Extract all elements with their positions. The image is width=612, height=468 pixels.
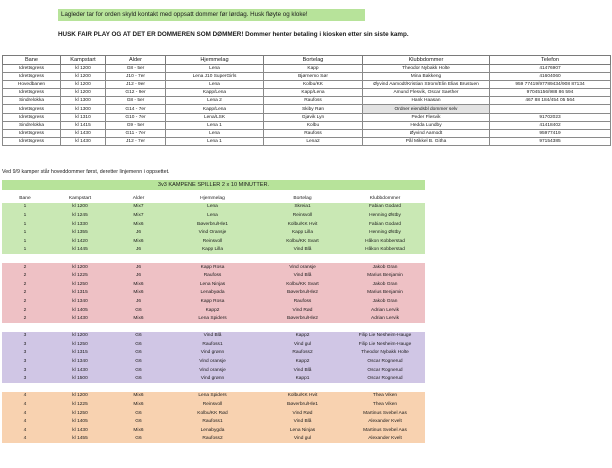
table-cell: Henning Østby (345, 228, 425, 237)
table-cell: Kolbu/KK Svart (260, 237, 345, 246)
table-cell: G10 - 7er (106, 113, 166, 121)
table-cell: Theodor Nybakk Holte (345, 349, 425, 358)
spacer-cell (165, 323, 260, 332)
column-header: Hjemmelag (200, 195, 225, 201)
table-cell (490, 105, 611, 113)
table-cell: J10 - 7er (106, 73, 166, 81)
table-cell: Vind oransje (165, 357, 260, 366)
table-cell: kl 1300 (61, 97, 106, 105)
table-cell: Raufoss1 (165, 417, 260, 426)
spacer-cell (260, 323, 345, 332)
table-row (3, 81, 611, 89)
table-cell: kl 1430 (48, 366, 112, 375)
table-cell: Kapp Lilla (260, 228, 345, 237)
table-row (2, 340, 425, 349)
table-cell: 3 (2, 357, 48, 366)
table-cell: Kapp (264, 65, 363, 73)
table-cell: Filip Lie Nesheim-Hauge (345, 340, 425, 349)
table-cell: G6 (112, 306, 165, 315)
table-cell: 3 (2, 349, 48, 358)
column-header: Bane (19, 195, 31, 201)
spacer-cell (2, 254, 48, 263)
table-cell: Bjørnemo Sør (264, 73, 363, 81)
table-cell: Lena (165, 211, 260, 220)
table-cell: 2 (2, 297, 48, 306)
table-row (2, 426, 425, 435)
table-cell: 1 (2, 246, 48, 255)
spacer-cell (112, 323, 165, 332)
spacer-cell (260, 383, 345, 392)
table-cell: Idrettsgress (3, 65, 61, 73)
table-cell: Raufoss (264, 97, 363, 105)
table-cell: Kapp/Lena (166, 89, 264, 97)
table-row (3, 89, 611, 97)
table-cell: Raufoss (260, 297, 345, 306)
table-cell: kl 1430 (48, 426, 112, 435)
table-cell: kl 1300 (61, 105, 106, 113)
spacer-cell (112, 383, 165, 392)
table-cell: G11 - 7er (106, 129, 166, 137)
table-cell: J6 (112, 271, 165, 280)
table-row (3, 121, 611, 129)
schedule-body (3, 65, 611, 146)
table-cell: Kolbu/KK Hvit (260, 392, 345, 401)
table-cell: Mix6 (112, 392, 165, 401)
table-cell: Reinsvoll (165, 400, 260, 409)
table-cell: Bøverbru/Hle2 (260, 314, 345, 323)
table-cell: Raufoss2 (260, 349, 345, 358)
table-cell: Raufoss2 (165, 435, 260, 444)
table-row (3, 105, 611, 113)
table-cell: 1 (2, 228, 48, 237)
table-cell: kl 1330 (48, 220, 112, 229)
table-row (2, 400, 425, 409)
table-cell: Lena/LSK (166, 113, 264, 121)
table-cell: 4 (2, 417, 48, 426)
table-cell: Filip Lie Nesheim-Hauge (345, 332, 425, 341)
table-cell: Skiby Røn (264, 105, 363, 113)
table-cell: kl 1355 (48, 228, 112, 237)
table-cell: kl 1200 (48, 392, 112, 401)
table-cell: Kapp Rosa (165, 297, 260, 306)
table-cell: Kolbu/KK Rød (165, 409, 260, 418)
table-cell: Lena (166, 129, 264, 137)
table-cell: 1 (2, 211, 48, 220)
table-cell: Pål Mikkel B. Githa (363, 137, 490, 145)
table-cell: J12 - 9er (106, 81, 166, 89)
table-cell: Øyvind Aamodt (363, 129, 490, 137)
table-cell: Jakob Gran (345, 297, 425, 306)
table-cell: 959 77419/97789434/908 87134 (490, 81, 611, 89)
table-cell: Bøverbru/Hle2 (260, 289, 345, 298)
table-cell: Lenabygda (165, 426, 260, 435)
notice-banner: Lagleder tar for orden skyld kontakt med oppsatt dommer før lørdag. Husk fløyte og kloke! (58, 9, 365, 21)
column-header: Kampstart (61, 56, 106, 65)
table-cell: G6 (112, 357, 165, 366)
table-cell: G6 (112, 435, 165, 444)
table-cell: kl 1405 (48, 306, 112, 315)
table-cell: Håkon Kobberstad (345, 237, 425, 246)
table-cell: J6 (112, 246, 165, 255)
table-cell: Reinsvoll (260, 211, 345, 220)
table-cell: Idrettsgress (3, 113, 61, 121)
table-cell: Idrettsgress (3, 129, 61, 137)
table-cell: 41476907 (490, 65, 611, 73)
table-cell: Lena (166, 81, 264, 89)
table-cell: Lena (166, 65, 264, 73)
table-row (2, 289, 425, 298)
table-cell: Fabian Godard (345, 203, 425, 212)
table-cell: 3 (2, 340, 48, 349)
table-cell: Vind grønn (165, 349, 260, 358)
table-cell: Vind oransje (165, 366, 260, 375)
referee-note: Ved 9/9 kamper står hoveddommer først, deretter linjemenn i oppsettet. (2, 169, 170, 175)
table-cell: kl 1340 (48, 297, 112, 306)
table-cell: Kapp1 (260, 374, 345, 383)
table-cell: 4 (2, 400, 48, 409)
table-cell: Mix6 (112, 314, 165, 323)
table-cell: 4 (2, 435, 48, 444)
table-cell: Reinsvoll (165, 237, 260, 246)
table-cell: 2 (2, 263, 48, 272)
table-cell: Gjøvik Lyn (264, 113, 363, 121)
spacer-cell (345, 383, 425, 392)
table-cell: 4 (2, 392, 48, 401)
table-cell: Fabian Godard (345, 220, 425, 229)
table-cell: Lena Ninjas (165, 280, 260, 289)
table-row (2, 211, 425, 220)
table-cell: Vind Oransje (165, 228, 260, 237)
table-cell: kl 1250 (48, 340, 112, 349)
three-v-three-banner: 3v3 KAMPENE SPILLER 2 x 10 MINUTTER. (2, 180, 425, 190)
table-cell: Raufoss (264, 129, 363, 137)
table-cell: Martinus Svebel Aas (345, 426, 425, 435)
column-header: Bortelag (264, 56, 363, 65)
table-row (2, 263, 425, 272)
table-cell: G6 (112, 374, 165, 383)
table-cell: J12 - 7er (106, 137, 166, 145)
table-cell: Kapp/Lena (166, 105, 264, 113)
table-cell: Kolbu/KK Svart (260, 280, 345, 289)
three-v-three-body (2, 203, 425, 444)
three-v-three-header-row (2, 194, 425, 203)
table-cell: Kapp2 (165, 306, 260, 315)
table-cell: J6 (112, 263, 165, 272)
table-cell: kl 1430 (61, 129, 106, 137)
table-cell: Henning Østby (345, 211, 425, 220)
table-row (2, 280, 425, 289)
column-header: Alder (132, 195, 145, 201)
table-cell: Vind gul (260, 435, 345, 444)
table-cell: Jakob Gran (345, 280, 425, 289)
table-row (3, 137, 611, 145)
table-cell: Alexander Kvelt (345, 417, 425, 426)
table-cell: Øyvind Aamodt/Kristian Strom/Elin Elias Brustuen (363, 81, 490, 89)
table-cell: Lena 1 (166, 121, 264, 129)
table-cell: Lena J10 SuperGirls (166, 73, 264, 81)
spacer-cell (112, 254, 165, 263)
table-cell: Mix6 (112, 400, 165, 409)
table-cell: Amund Flesvik, Oscar Saether (363, 89, 490, 97)
table-cell: Kolbu (264, 121, 363, 129)
table-cell: Vind Blå (260, 271, 345, 280)
table-cell: G6 (112, 340, 165, 349)
table-cell: 2 (2, 289, 48, 298)
table-row (2, 409, 425, 418)
table-cell: 97154385 (490, 137, 611, 145)
table-cell: Vind Blå (260, 246, 345, 255)
table-row (3, 129, 611, 137)
table-cell: Theodor Nybakk Holte (363, 65, 490, 73)
table-cell: 2 (2, 314, 48, 323)
column-header: Bane (3, 56, 61, 65)
group-spacer (2, 383, 425, 392)
table-cell: Kolbu/KK Hvit (260, 220, 345, 229)
table-row (2, 357, 425, 366)
table-cell: Vind Blå (165, 332, 260, 341)
table-cell: 91702023 (490, 113, 611, 121)
table-cell: Vind Rød (260, 306, 345, 315)
table-row (3, 97, 611, 105)
table-cell: Sindrelokka (3, 97, 61, 105)
table-row (2, 435, 425, 444)
table-row (2, 366, 425, 375)
table-cell: 3 (2, 366, 48, 375)
table-cell: kl 1340 (48, 357, 112, 366)
table-cell: kl 1415 (61, 121, 106, 129)
table-cell: kl 1225 (48, 400, 112, 409)
table-cell: Lena (165, 203, 260, 212)
table-cell: kl 1420 (48, 237, 112, 246)
table-cell: Lena 1 (166, 137, 264, 145)
table-cell: Mix7 (112, 203, 165, 212)
table-cell: kl 1200 (48, 332, 112, 341)
table-cell: Raufoss1 (165, 340, 260, 349)
table-cell: Kapp2 (260, 332, 345, 341)
table-row (2, 297, 425, 306)
table-row (2, 417, 425, 426)
table-cell: 1 (2, 237, 48, 246)
fair-play-headline: HUSK FAIR PLAY OG AT DET ER DOMMEREN SOM DØMMER! Dommer henter betaling i kiosken etter sin siste kamp. (58, 31, 409, 38)
table-cell: Vind gul (260, 340, 345, 349)
table-cell: kl 1225 (48, 271, 112, 280)
table-cell: Mix6 (112, 220, 165, 229)
table-cell: Bøverbru/Hle1 (260, 400, 345, 409)
table-row (2, 306, 425, 315)
table-cell: 2 (2, 280, 48, 289)
spacer-cell (48, 383, 112, 392)
spacer-cell (48, 254, 112, 263)
table-cell: G6 (112, 417, 165, 426)
table-cell: G8 - 5er (106, 65, 166, 73)
table-cell: Skreia1 (260, 203, 345, 212)
table-cell: Mix6 (112, 280, 165, 289)
table-cell: G14 - 7er (106, 105, 166, 113)
table-cell: G6 (112, 349, 165, 358)
table-cell: J6 (112, 297, 165, 306)
spacer-cell (165, 383, 260, 392)
table-cell: Thea Viken (345, 392, 425, 401)
table-row (2, 228, 425, 237)
table-cell: Mix7 (112, 211, 165, 220)
table-cell: Oscar Rognerud (345, 357, 425, 366)
table-row (3, 73, 611, 81)
table-cell: Hank Haasan (363, 97, 490, 105)
table-cell: Idrettsgress (3, 105, 61, 113)
three-v-three-table (2, 194, 425, 443)
table-cell: Lena Spiders (165, 392, 260, 401)
spacer-cell (345, 254, 425, 263)
table-cell: Oscar Rognerud (345, 374, 425, 383)
table-cell: kl 1250 (48, 409, 112, 418)
table-cell: 2 (2, 271, 48, 280)
column-header: Klubbdommer (363, 56, 490, 65)
table-cell: Mix6 (112, 289, 165, 298)
table-cell: G6 (112, 409, 165, 418)
table-cell: 1 (2, 220, 48, 229)
table-row (2, 374, 425, 383)
table-row (2, 349, 425, 358)
table-cell: Adrian Lervik (345, 314, 425, 323)
table-cell: kl 1455 (48, 435, 112, 444)
table-cell: kl 1245 (48, 211, 112, 220)
table-cell: kl 1430 (48, 314, 112, 323)
spacer-cell (260, 254, 345, 263)
table-cell: 3 (2, 374, 48, 383)
table-row (2, 237, 425, 246)
table-cell: kl 1200 (61, 81, 106, 89)
table-cell: kl 1200 (48, 203, 112, 212)
table-cell: Thea Viken (345, 400, 425, 409)
table-cell: Oscar Rognerud (345, 366, 425, 375)
table-cell: 41418402 (490, 121, 611, 129)
table-cell: Mina Bakkeng (363, 73, 490, 81)
table-cell: Vind Blå (260, 366, 345, 375)
table-cell: Lena2 (264, 137, 363, 145)
table-cell: kl 1310 (61, 113, 106, 121)
spacer-cell (48, 323, 112, 332)
table-cell: 4 (2, 426, 48, 435)
column-header: Klubbdommer (369, 195, 401, 201)
table-cell: Mix6 (112, 237, 165, 246)
table-cell: G8 - 5er (106, 97, 166, 105)
table-cell: kl 1200 (61, 89, 106, 97)
table-cell: kl 1200 (48, 263, 112, 272)
spacer-cell (2, 383, 48, 392)
table-cell: kl 1315 (48, 349, 112, 358)
table-cell: Martinus Svebel Aas (345, 409, 425, 418)
table-row (2, 314, 425, 323)
table-cell: Idrettsgress (3, 89, 61, 97)
schedule-header-row (3, 56, 611, 65)
table-cell: Peder Flesvik (363, 113, 490, 121)
table-cell: Jakob Gran (345, 263, 425, 272)
table-cell: kl 1430 (61, 137, 106, 145)
table-cell: kl 1200 (61, 65, 106, 73)
table-cell: Ordner eiendsbl dommer selv (363, 105, 490, 113)
table-cell: Kolbu/KK (264, 81, 363, 89)
table-cell: Vind oransje (260, 263, 345, 272)
table-cell: kl 1250 (48, 280, 112, 289)
table-cell: Marius Benjamin (345, 271, 425, 280)
table-row (2, 203, 425, 212)
column-header: Bortelag (293, 195, 312, 201)
group-spacer (2, 254, 425, 263)
table-cell: Håkon Kobberstad (345, 246, 425, 255)
table-cell: Sindrelokka (3, 121, 61, 129)
table-row (2, 220, 425, 229)
table-cell: Vind grønn (165, 374, 260, 383)
table-cell: kl 1500 (48, 374, 112, 383)
table-cell: 1 (2, 203, 48, 212)
table-cell: 4 (2, 409, 48, 418)
table-cell: G12 - 9er (106, 89, 166, 97)
table-cell: Bøverbru/Hle1 (165, 220, 260, 229)
table-cell: 95977419 (490, 129, 611, 137)
table-row (2, 246, 425, 255)
table-row (2, 271, 425, 280)
table-cell: 2 (2, 306, 48, 315)
column-header: Kampstart (68, 195, 92, 201)
spacer-cell (345, 323, 425, 332)
table-cell: Raufoss (165, 271, 260, 280)
table-cell: kl 1315 (48, 289, 112, 298)
table-cell: Idrettsgress (3, 73, 61, 81)
table-cell: G9 - 5er (106, 121, 166, 129)
table-cell: G6 (112, 332, 165, 341)
table-cell: Lenabyøda (165, 289, 260, 298)
table-cell: Vind Rød (260, 409, 345, 418)
group-spacer (2, 323, 425, 332)
table-cell: kl 1405 (48, 417, 112, 426)
table-cell: Adrian Lervik (345, 306, 425, 315)
column-header: Alder (106, 56, 166, 65)
spacer-cell (165, 254, 260, 263)
table-row (3, 113, 611, 121)
table-cell: Kapp Rosa (165, 263, 260, 272)
column-header: Telefon (490, 56, 611, 65)
table-cell: Mix6 (112, 426, 165, 435)
column-header: Hjemmelag (166, 56, 264, 65)
table-cell: G6 (112, 366, 165, 375)
table-cell: Hedda Lundby (363, 121, 490, 129)
table-row (3, 65, 611, 73)
table-cell: kl 1200 (61, 73, 106, 81)
table-cell: Vind Blå (260, 417, 345, 426)
table-cell: 97045156/988 86 594 (490, 89, 611, 97)
table-cell: Kapp/Lena (264, 89, 363, 97)
table-row (2, 332, 425, 341)
table-cell: Lena Spiders (165, 314, 260, 323)
table-cell: 41604060 (490, 73, 611, 81)
table-cell: 3 (2, 332, 48, 341)
table-row (2, 392, 425, 401)
table-cell: Marius Benjamin (345, 289, 425, 298)
table-cell: Idrettsgress (3, 137, 61, 145)
table-cell: Kapp Lilla (165, 246, 260, 255)
table-cell: kl 1445 (48, 246, 112, 255)
table-cell: J6 (112, 228, 165, 237)
table-cell: 467 88 184/454 05 564 (490, 97, 611, 105)
spacer-cell (2, 323, 48, 332)
table-cell: Kapp2 (260, 357, 345, 366)
match-schedule-table (2, 55, 611, 146)
table-cell: Alexander Kvelt (345, 435, 425, 444)
table-cell: Hovedbanen (3, 81, 61, 89)
table-cell: Lena 2 (166, 97, 264, 105)
table-cell: Lena Ninjas (260, 426, 345, 435)
